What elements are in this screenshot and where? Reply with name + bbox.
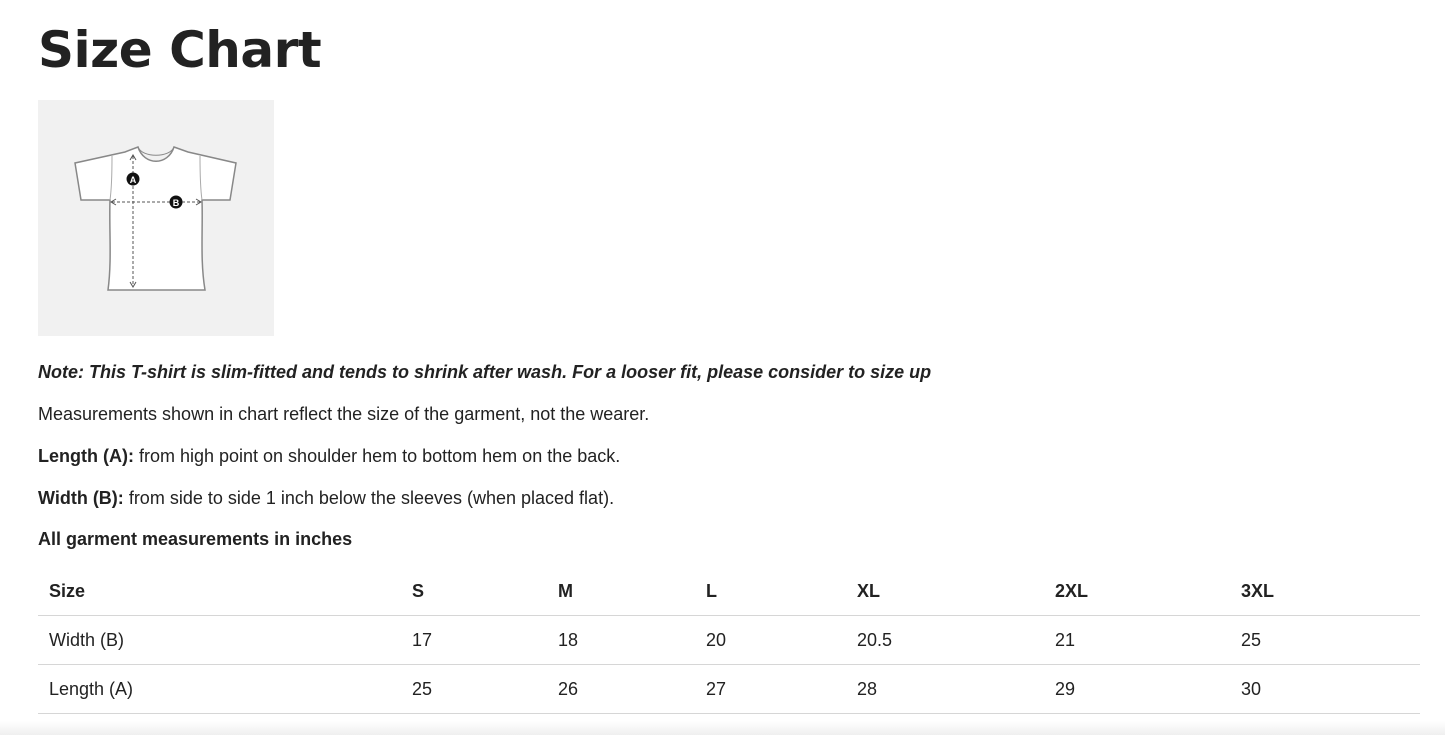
measurements-description: Measurements shown in chart reflect the size of the garment, not the wearer. bbox=[38, 404, 650, 424]
table-cell: 30 bbox=[1241, 678, 1262, 699]
row-label: Width (B) bbox=[49, 629, 125, 650]
table-cell: 25 bbox=[1241, 629, 1262, 650]
header-xl: XL bbox=[857, 580, 881, 601]
table-row bbox=[38, 616, 1420, 665]
tshirt-diagram bbox=[38, 100, 274, 336]
width-text: from side to side 1 inch below the sleeves (when placed flat). bbox=[123, 488, 615, 508]
header-l: L bbox=[706, 580, 717, 601]
table-cell: 17 bbox=[412, 629, 433, 650]
table-header-row bbox=[38, 567, 1420, 616]
marker-a: A bbox=[129, 175, 137, 185]
table-cell: 21 bbox=[1055, 629, 1076, 650]
table-cell: 29 bbox=[1055, 678, 1076, 699]
header-3xl: 3XL bbox=[1241, 580, 1275, 601]
table-cell: 25 bbox=[412, 678, 433, 699]
table-row bbox=[38, 665, 1420, 714]
length-text: from high point on shoulder hem to bottom hem on the back. bbox=[133, 446, 621, 466]
length-label: Length (A): bbox=[38, 446, 134, 466]
table-cell: 20 bbox=[706, 629, 727, 650]
header-m: M bbox=[558, 580, 573, 601]
row-label: Length (A) bbox=[49, 678, 134, 699]
length-description bbox=[38, 445, 620, 467]
units-note: All garment measurements in inches bbox=[38, 529, 353, 549]
table-cell: 20.5 bbox=[857, 629, 893, 650]
header-s: S bbox=[412, 580, 425, 601]
tshirt-icon bbox=[38, 100, 274, 336]
page-title: Size Chart bbox=[38, 21, 322, 79]
marker-b: B bbox=[172, 198, 180, 208]
table-cell: 18 bbox=[558, 629, 579, 650]
fit-note: Note: This T-shirt is slim-fitted and tends to shrink after wash. For a looser fit, please consider to size up bbox=[38, 362, 932, 382]
table-cell: 26 bbox=[558, 678, 579, 699]
width-description bbox=[38, 487, 614, 509]
size-table bbox=[38, 567, 1420, 714]
bottom-fade bbox=[0, 721, 1445, 735]
table-cell: 27 bbox=[706, 678, 727, 699]
header-2xl: 2XL bbox=[1055, 580, 1089, 601]
header-size: Size bbox=[49, 580, 86, 601]
width-label: Width (B): bbox=[38, 488, 124, 508]
table-cell: 28 bbox=[857, 678, 878, 699]
